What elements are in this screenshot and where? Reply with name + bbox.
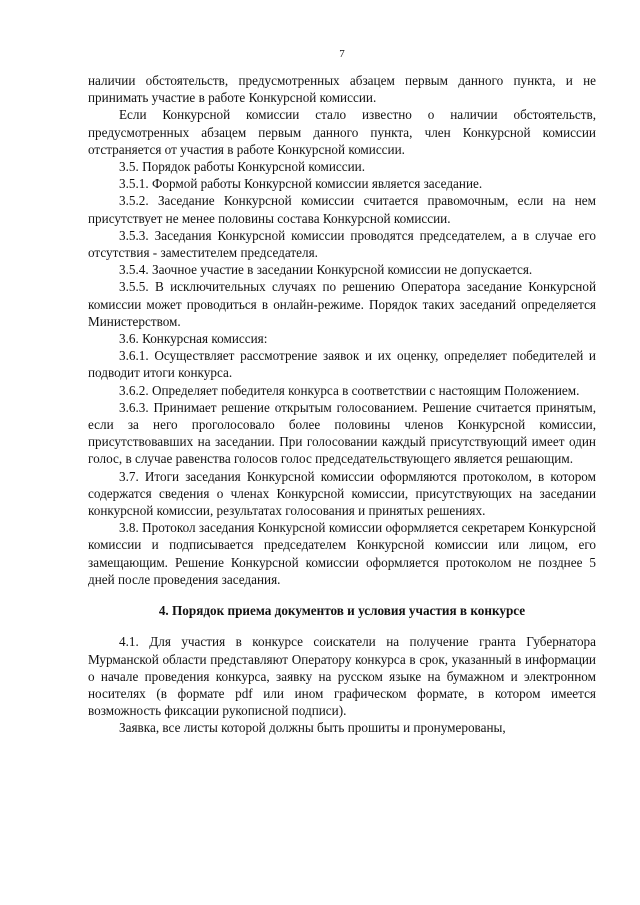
- paragraph: 3.5.2. Заседание Конкурсной комиссии считается правомочным, если на нем присутствует не менее половины состава Конкурсной комиссии.: [88, 193, 596, 226]
- paragraph: 3.5.5. В исключительных случаях по решению Оператора заседание Конкурсной комиссии может проводиться в онлайн-режиме. Порядок таких заседаний определяется Министерством.: [88, 279, 596, 329]
- paragraphs-after: [88, 633, 596, 736]
- paragraphs-before: [88, 72, 596, 588]
- paragraph: 3.5.4. Заочное участие в заседании Конкурсной комиссии не допускается.: [119, 262, 533, 278]
- paragraph: 3.8. Протокол заседания Конкурсной комиссии оформляется секретарем Конкурсной комиссии и подписывается председателем Конкурсной комиссии или лицом, его замещающим. Решение Конкурсной комиссии оформляется протоколом не позднее 5 дней после проведения заседания.: [88, 520, 596, 587]
- paragraph: 3.6.1. Осуществляет рассмотрение заявок и их оценку, определяет победителей и подводит итоги конкурса.: [88, 348, 596, 381]
- paragraph: 3.5.1. Формой работы Конкурсной комиссии является заседание.: [119, 176, 483, 192]
- paragraph: 3.6. Конкурсная комиссия:: [119, 331, 268, 347]
- paragraph: 3.6.2. Определяет победителя конкурса в соответствии с настоящим Положением.: [119, 382, 580, 398]
- paragraph: наличии обстоятельств, предусмотренных абзацем первым данного пункта, и не принимать участие в работе Конкурсной комиссии.: [88, 73, 596, 106]
- paragraph: 3.7. Итоги заседания Конкурсной комиссии оформляются протоколом, в котором содержатся сведения о членах Конкурсной комиссии, присутствующих на заседании конкурсной комиссии, результатах голосования и принятых решениях.: [88, 468, 596, 519]
- paragraph: 3.6.3. Принимает решение открытым голосованием. Решение считается принятым, если за него проголосовало более половины членов Конкурсной комиссии, присутствовавших на заседании. При голосовании каждый присутствующий имеет один голос, в случае равенства голосов голос председательствующего является решающим.: [88, 399, 596, 467]
- paragraph: Если Конкурсной комиссии стало известно о наличии обстоятельств, предусмотренных абзацем первым данного пункта, член Конкурсной комиссии отстраняется от участия в работе Конкурсной комиссии.: [88, 107, 596, 157]
- page-number: 7: [339, 48, 345, 60]
- paragraph: 3.5. Порядок работы Конкурсной комиссии.: [119, 159, 366, 175]
- paragraph: 3.5.3. Заседания Конкурсной комиссии проводятся председателем, а в случае его отсутствия - заместителем председателя.: [88, 227, 596, 261]
- section-heading: 4. Порядок приема документов и условия участия в конкурсе: [158, 603, 526, 619]
- paragraph: 4.1. Для участия в конкурсе соискатели на получение гранта Губернатора Мурманской области представляют Оператору конкурса в срок, указанный в информации о начале проведения конкурса, заявку на русском языке на бумажном и электронном носителях (в формате pdf или ином графическом формате, в котором имеется возможность фиксации рукописной подписи).: [88, 634, 596, 719]
- paragraph: Заявка, все листы которой должны быть прошиты и пронумерованы,: [119, 720, 506, 736]
